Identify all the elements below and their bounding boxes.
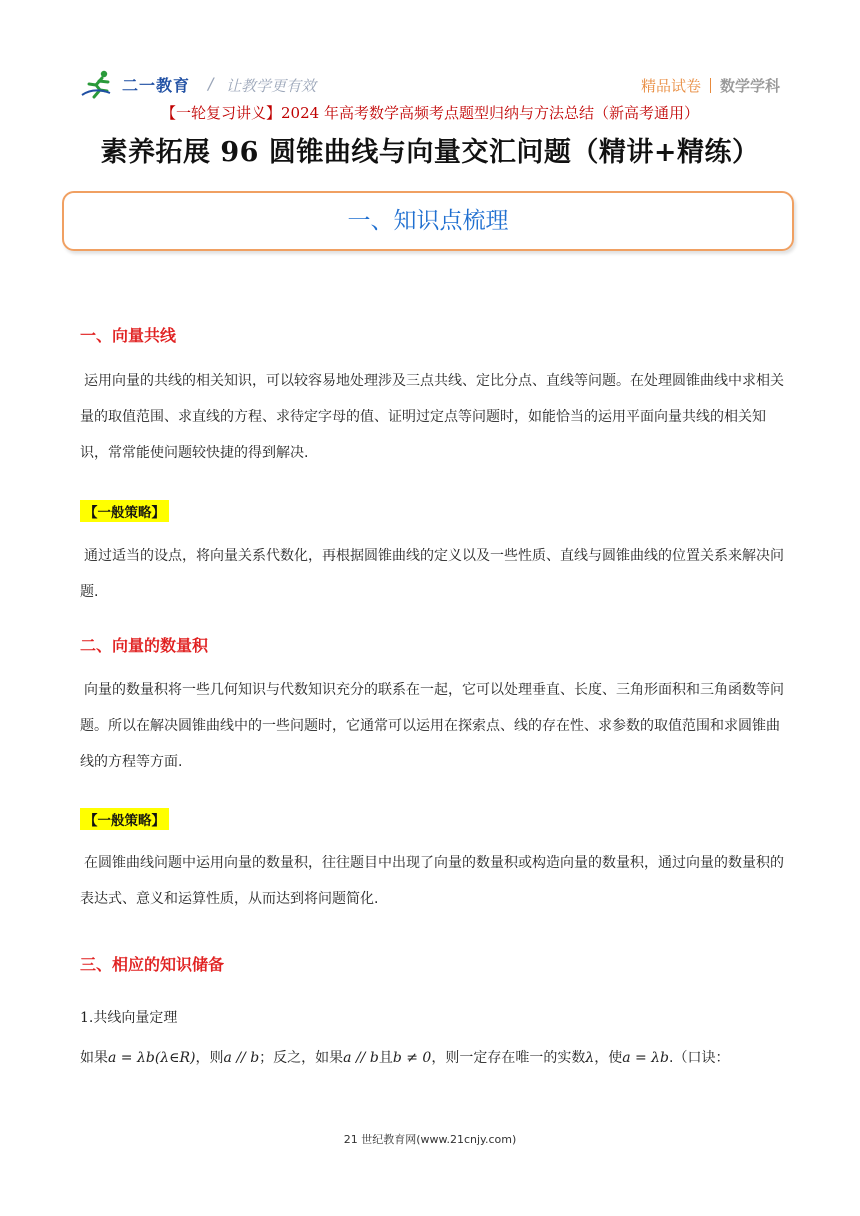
- runner-logo-icon: [80, 69, 120, 99]
- strategy-tag-2: 【一般策略】: [80, 808, 169, 830]
- theorem-statement: [80, 1046, 800, 1070]
- page-title: 素养拓展 96 圆锥曲线与向量交汇问题（精讲+精练）: [100, 137, 760, 168]
- slogan: 让教学更有效: [226, 77, 317, 95]
- section-banner: [62, 191, 794, 251]
- section-heading-1: 一、向量共线: [80, 326, 177, 345]
- page-header: [80, 66, 780, 102]
- slogan-separator: /: [208, 74, 214, 93]
- badge-label: 精品试卷: [640, 77, 701, 95]
- logo: [80, 66, 190, 102]
- section-banner-title: 一、知识点梳理: [347, 208, 509, 234]
- theorem-text-2: ，则: [195, 1050, 224, 1066]
- theorem-text-1: 如果: [80, 1050, 108, 1066]
- formula-4: b ≠ 0: [392, 1050, 432, 1066]
- formula-3: a // b: [343, 1050, 379, 1066]
- formula-1: a = λb(λ∈R): [108, 1050, 196, 1066]
- section-body-1: 运用向量的共线的相关知识，可以较容易地处理涉及三点共线、定比分点、直线等问题。在处理圆锥曲线中求相关量的取值范围、求直线的方程、求待定字母的值、证明过定点等问题时，如能恰当的运用平面向量共线的相关知识，常常能使问题较快捷的得到解决.: [80, 373, 784, 461]
- header-right: [641, 75, 780, 96]
- section-heading-2: 二、向量的数量积: [80, 636, 209, 655]
- series-subtitle: 【一轮复习讲义】2024 年高考数学高频考点题型归纳与方法总结（新高考通用）: [161, 104, 699, 122]
- theorem-label: 1.共线向量定理: [80, 1010, 178, 1026]
- subject-label: 数学学科: [719, 77, 780, 95]
- formula-6: a = λb: [622, 1050, 670, 1066]
- formula-5: λ: [585, 1050, 595, 1066]
- theorem-text-3: ；反之，如果: [259, 1050, 344, 1066]
- page-footer: 21 世纪教育网(www.21cnjy.com): [343, 1133, 517, 1146]
- formula-2: a // b: [223, 1050, 260, 1066]
- section-body-2: 向量的数量积将一些几何知识与代数知识充分的联系在一起，它可以处理垂直、长度、三角形面积和三角函数等问题。所以在解决圆锥曲线中的一些问题时，它通常可以运用在探索点、线的存在性、求参数的取值范围和求圆锥曲线的方程等方面.: [80, 682, 784, 770]
- theorem-text-5: ，则一定存在唯一的实数: [431, 1050, 586, 1066]
- header-divider: [710, 78, 711, 93]
- strategy-body-2: 在圆锥曲线问题中运用向量的数量积，往往题目中出现了向量的数量积或构造向量的数量积，通过向量的数量积的表达式、意义和运算性质，从而达到将问题简化.: [80, 855, 784, 907]
- strategy-body-1: 通过适当的设点，将向量关系代数化，再根据圆锥曲线的定义以及一些性质、直线与圆锥曲线的位置关系来解决问题.: [80, 548, 784, 600]
- theorem-text-7: .（口诀：: [669, 1050, 730, 1066]
- strategy-tag-1: 【一般策略】: [80, 500, 169, 522]
- logo-text: 二一教育: [122, 75, 191, 95]
- theorem-text-6: ，使: [594, 1050, 623, 1066]
- section-heading-3: 三、相应的知识储备: [80, 955, 225, 974]
- theorem-text-4: 且: [378, 1050, 393, 1066]
